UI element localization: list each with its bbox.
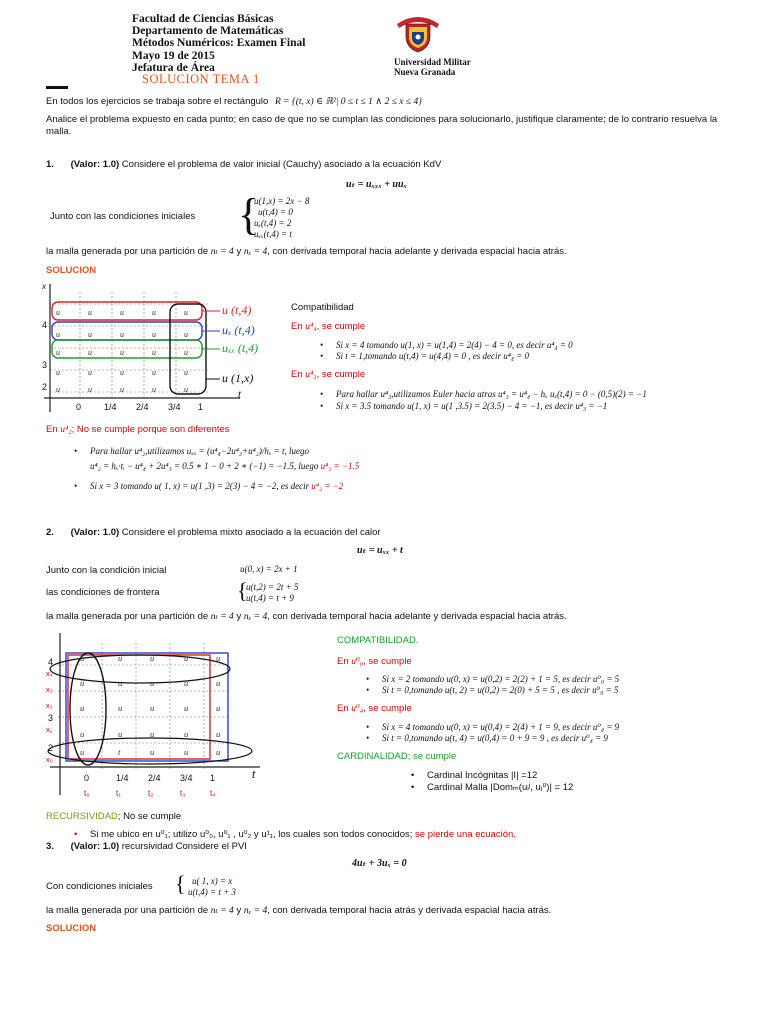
p3-cond-label: Con condiciones iniciales: [46, 881, 153, 892]
header-line: Facultad de Ciencias Básicas: [132, 13, 274, 25]
svg-text:u: u: [88, 385, 92, 394]
svg-text:u: u: [88, 330, 92, 339]
p1-xlabel: 4: [42, 320, 48, 330]
p1-list3-item: [90, 446, 309, 456]
p2-recurs: [46, 811, 181, 822]
p1-equation: uₜ = uₓₓₓ + uuₓ: [346, 179, 407, 190]
svg-text:u: u: [80, 729, 85, 739]
p2-list2-item: • Si x = 4 tomando u(0, x) = u(0,4) = 2(4) + 1 = 9, es decir u⁰₄ = 9: [382, 722, 619, 733]
svg-text:u: u: [152, 385, 156, 394]
p2-valor: (Valor: 1.0): [70, 527, 120, 538]
p2-xsub: x₁: [46, 725, 53, 734]
p1-axis-t: t: [238, 390, 241, 401]
en-text: En: [291, 321, 303, 332]
svg-text:u: u: [216, 729, 221, 739]
p2-card-item: • Cardinal Incógnitas |I| =12: [427, 770, 573, 782]
p1-tlabel: 0: [76, 402, 82, 412]
p2-xsub: x₀: [46, 755, 53, 764]
svg-text:u: u: [118, 653, 123, 663]
p3-conditions: [188, 876, 236, 898]
p1-list2-item: • Para hallar u⁴₃,utilizamos Euler hacia atras u⁴₃ = u⁴₄ − hₓ uₓ(t,4) = 0 − (0,5)(2) = −1: [336, 388, 647, 400]
en-text: , se cumple: [363, 656, 412, 667]
svg-text:u: u: [56, 368, 60, 377]
malla-text: la malla generada por una partición de: [46, 905, 209, 916]
p2-number: 2.: [46, 527, 54, 538]
p1-annot-u-t4: u (t,4): [222, 303, 252, 317]
p3-malla: [46, 905, 551, 916]
p2-init: u(0, x) = 2x + 1: [240, 564, 298, 574]
p2-list1-item: • Si t = 0,tomando u(t, 2) = u(0,2) = 2(0) + 5 = 5 , es decir u⁰₀ = 5: [382, 685, 619, 696]
p2-list1: [382, 674, 619, 696]
p2-tsub: t₂: [148, 789, 154, 798]
p2-card-list: [427, 770, 573, 794]
svg-text:u: u: [152, 330, 156, 339]
svg-text:u: u: [80, 653, 85, 663]
p1-cond: uₓ(t,4) = 2: [254, 218, 292, 228]
p1-cond: uₓₓ(t,4) = t: [254, 229, 292, 239]
p2-ylabel: 3: [48, 713, 54, 723]
p1-axis-x: x: [42, 282, 46, 291]
en-text: ; No se cumple porque son diferentes: [71, 424, 230, 435]
malla-math: nₜ = 4: [210, 906, 234, 916]
p2-recurs-item-red: se pierde una ecuación.: [415, 829, 516, 840]
header-line: Jefatura de Área: [132, 61, 215, 74]
svg-text:u: u: [184, 729, 189, 739]
p3-valor: (Valor: 1.0): [70, 841, 120, 852]
p2-cond: u(t,4) = t + 9: [246, 593, 294, 603]
p1-cond: u(1,x) = 2x − 8: [254, 196, 310, 206]
svg-text:u: u: [120, 368, 124, 377]
malla-math: nₜ = 4: [210, 247, 234, 257]
p1-b3b: u⁴₂ = hₓ·tᵢ − u⁴₄ + 2u⁴₃ = 0.5 ∗ 1 − 0 + 2 ∗ (−1) = −1.5, luego: [90, 461, 319, 471]
p2-card-item: • Cardinal Malla |Domₘ(uᵢʲ, uⱼ⁰)| = 12: [427, 782, 573, 794]
p1-junto: Junto con las condiciones iniciales: [50, 211, 196, 222]
university-line: Nueva Granada: [394, 67, 456, 77]
p1-statement: Considere el problema de valor inicial (Cauchy) asociado a la ecuación KdV: [121, 159, 442, 170]
p3-cond: u( 1, x) = x: [192, 876, 233, 886]
svg-text:u: u: [88, 308, 92, 317]
svg-text:u: u: [56, 330, 60, 339]
p2-recurs-label: RECURSIVIDAD: [46, 811, 118, 822]
p1-valor: (Valor: 1.0): [70, 159, 120, 170]
intro-line1: [46, 96, 422, 107]
en-math: u⁰₄: [351, 704, 364, 714]
en-math: u⁴₄: [305, 322, 317, 332]
svg-text:u: u: [216, 678, 221, 688]
p2-list2-item: • Si t = 0,tomando u(t, 4) = u(0,4) = 0 + 9 = 9 , es decir u⁰₄ = 9: [382, 733, 619, 744]
svg-text:u: u: [184, 678, 189, 688]
p2-tsub: t₀: [84, 789, 90, 798]
malla-text: , con derivada temporal hacia adelante y derivada espacial hacia atrás.: [267, 611, 567, 622]
malla-text: y: [236, 905, 242, 916]
p2-recurs-text: ; No se cumple: [117, 811, 182, 822]
p1-list1-item: • Si x = 4 tomando u(1, x) = u(1,4) = 2(4) − 4 = 0, es decir u⁴₄ = 0: [336, 340, 573, 351]
p1-tlabel: 1/4: [104, 402, 117, 412]
malla-text: y: [236, 611, 242, 622]
p3-heading: [46, 841, 247, 852]
p2-recurs-item-text: Si me ubico en u⁰₁; utilizo u⁰₀, u⁰₁ , u⁰₂ y u¹₁, los cuales son todos conocidos;: [90, 829, 413, 840]
svg-text:u: u: [184, 368, 188, 377]
intro-text: En todos los ejercicios se trabaja sobre el rectángulo: [46, 96, 269, 107]
svg-text:u: u: [56, 385, 60, 394]
p1-annot-uxx: uₓₓ (t,4): [222, 341, 259, 355]
svg-text:u: u: [184, 385, 188, 394]
svg-text:u: u: [56, 308, 60, 317]
en-math: u⁴₂: [60, 425, 72, 435]
p1-list2-item: • Si x = 3.5 tomando u(1, x) = u(1 ,3.5) = 2(3.5) − 4 = −1, es decir u⁴₃ = −1: [336, 400, 647, 412]
svg-text:u: u: [152, 368, 156, 377]
p3-brace: {: [175, 871, 186, 896]
p3-solucion-label: SOLUCION: [46, 923, 97, 934]
svg-text:u: u: [80, 703, 85, 713]
p1-malla: [46, 246, 567, 257]
p2-statement: Considere el problema mixto asociado a la ecuación del calor: [121, 527, 381, 538]
p2-compat-label: COMPATIBILIDAD.: [337, 635, 419, 646]
svg-text:u: u: [120, 330, 124, 339]
svg-text:u: u: [120, 348, 124, 357]
header-rule: [46, 86, 68, 89]
p2-malla: [46, 611, 567, 622]
svg-text:u: u: [118, 729, 123, 739]
svg-text:u: u: [150, 678, 155, 688]
svg-text:u: u: [150, 729, 155, 739]
malla-math: nₜ = 4: [210, 612, 234, 622]
header-line: Mayo 19 de 2015: [132, 49, 215, 62]
p2-tlabel: 1/4: [116, 773, 129, 783]
p1-en2: [291, 369, 365, 380]
svg-text:u: u: [118, 678, 123, 688]
svg-text:u: u: [216, 703, 221, 713]
p2-brace: {: [237, 578, 248, 603]
svg-text:u: u: [88, 368, 92, 377]
svg-text:u: u: [56, 348, 60, 357]
p3-number: 3.: [46, 841, 54, 852]
p1-tlabel: 2/4: [136, 402, 149, 412]
en-text: En: [291, 369, 303, 380]
header-line: Departamento de Matemáticas: [132, 25, 284, 38]
p2-tlabel: 3/4: [180, 773, 193, 783]
en-math: u⁰₀: [351, 657, 364, 667]
p1-b3b-line: [90, 461, 359, 472]
p1-heading: [46, 159, 441, 170]
en-text: , se cumple: [363, 703, 412, 714]
p3-cond: u(t,4) = t + 3: [188, 887, 236, 897]
p2-conditions: [246, 582, 298, 604]
p1-grid-diagram: [40, 282, 282, 418]
malla-text: la malla generada por una partición de: [46, 246, 209, 257]
svg-text:u: u: [150, 653, 155, 663]
p1-conditions: [254, 196, 309, 240]
header-line: Métodos Numéricos: Examen Final: [132, 37, 306, 50]
p1-compat-label: Compatibilidad: [291, 302, 354, 313]
p1-b3a: • Para hallar u⁴₂,utilizamos uₓₓ = (u⁴₄−2u⁴₃+u⁴₂)/hₓ = t, luego: [90, 446, 309, 456]
p2-ylabel: 2: [48, 743, 54, 753]
svg-text:u: u: [80, 747, 85, 757]
p1-brace: {: [238, 190, 260, 239]
svg-text:u: u: [184, 348, 188, 357]
p2-grid-diagram: [40, 629, 270, 807]
malla-math: nₓ = 4: [243, 906, 268, 916]
svg-text:u: u: [216, 747, 221, 757]
p2-cond: u(t,2) = 2t + 5: [246, 582, 299, 592]
p1-tlabel: 1: [198, 402, 204, 412]
malla-text: y: [236, 246, 242, 257]
p2-tlabel: 0: [84, 773, 90, 783]
svg-text:u: u: [118, 703, 123, 713]
p2-tsub: t₄: [210, 789, 216, 798]
university-logo: [393, 10, 443, 54]
en-text: En: [46, 424, 58, 435]
p2-xsub: x₂: [46, 701, 53, 710]
p2-list2: [382, 722, 619, 744]
svg-text:u: u: [184, 703, 189, 713]
p1-list2: [336, 388, 647, 412]
p2-equation: uₜ = uₓₓ + t: [357, 545, 403, 556]
p2-tsub: t₃: [180, 789, 186, 798]
p1-tlabel: 3/4: [168, 402, 181, 412]
svg-text:u: u: [184, 308, 188, 317]
en-text: En: [337, 656, 349, 667]
p2-axis-t: t: [252, 769, 256, 781]
header-block: [132, 13, 305, 74]
p1-list1-item: • Si t = 1,tomando u(t,4) = u(4,4) = 0 , es decir u⁴₄ = 0: [336, 351, 573, 362]
intro-math: R = {(t, x) ∈ ℝ²| 0 ≤ t ≤ 1 ∧ 2 ≤ x ≤ 4}: [274, 97, 423, 107]
svg-text:u: u: [120, 308, 124, 317]
svg-text:u: u: [120, 385, 124, 394]
p2-list1-item: • Si x = 2 tomando u(0, x) = u(0,2) = 2(2) + 1 = 5, es decir u⁰₀ = 5: [382, 674, 619, 685]
p3-statement: recursividad Considere el PVI: [121, 841, 247, 852]
p2-xsub: x₃: [46, 685, 53, 694]
p1-number: 1.: [46, 159, 54, 170]
svg-text:t: t: [118, 747, 121, 757]
p1-annot-ux: uₓ (t,4): [222, 323, 255, 337]
p2-en1: [337, 656, 412, 667]
malla-math: nₓ = 4: [243, 247, 268, 257]
p1-annot-u-1x: u (1,x): [222, 371, 254, 385]
malla-text: , con derivada temporal hacia adelante y derivada espacial hacia atrás.: [267, 246, 567, 257]
p1-solucion-label: SOLUCION: [46, 265, 97, 276]
en-text: En: [337, 703, 349, 714]
svg-text:u: u: [184, 747, 189, 757]
p2-xsub: x₄: [46, 669, 53, 678]
p1-en1: [291, 321, 365, 332]
p1-en3: [46, 424, 230, 435]
university-name: [394, 57, 471, 77]
p3-equation: 4uₜ + 3uₓ = 0: [352, 858, 407, 869]
svg-text:u: u: [150, 703, 155, 713]
svg-text:u: u: [184, 653, 189, 663]
p1-list4-item: [90, 481, 343, 491]
p1-b4-result: u⁴₂ = −2: [311, 481, 344, 491]
en-text: , se cumple: [316, 369, 366, 380]
p2-en2: [337, 703, 412, 714]
svg-text:u: u: [152, 308, 156, 317]
en-math: u⁴₃: [305, 370, 317, 380]
svg-text:u: u: [216, 653, 221, 663]
malla-text: , con derivada temporal hacia atrás y derivada espacial hacia atrás.: [267, 905, 552, 916]
svg-text:u: u: [88, 348, 92, 357]
svg-text:u: u: [184, 330, 188, 339]
page-subtitle: SOLUCION TEMA 1: [142, 72, 260, 86]
university-line: Universidad Militar: [394, 57, 471, 67]
svg-text:u: u: [80, 678, 85, 688]
p1-xlabel: 2: [42, 382, 48, 392]
p2-junto: Junto con la condición inicial: [46, 565, 167, 576]
p2-heading: [46, 527, 381, 538]
p2-cardinal-label: CARDINALIDAD; se cumple: [337, 751, 457, 762]
p1-xlabel: 3: [42, 360, 48, 370]
p1-b4: Si x = 3 tomando u( 1, x) = u(1 ,3) = 2(3) − 4 = −2, es decir: [90, 481, 310, 491]
p2-ylabel: 4: [48, 657, 54, 667]
p2-recurs-item: [90, 829, 516, 840]
malla-math: nₓ = 4: [243, 612, 268, 622]
svg-text:u: u: [150, 747, 155, 757]
malla-text: la malla generada por una partición de: [46, 611, 209, 622]
p2-frontera: las condiciones de frontera: [46, 587, 160, 598]
intro-line2: Analice el problema expuesto en cada punto; en caso de que no se cumplan las condiciones para solucionarlo, justifique claramente; de lo contrario resuelva la malla.: [46, 114, 718, 137]
p2-tsub: t₁: [116, 789, 121, 798]
p2-tlabel: 1: [210, 773, 216, 783]
en-text: , se cumple: [316, 321, 366, 332]
p2-tlabel: 2/4: [148, 773, 161, 783]
p1-list1: [336, 340, 573, 362]
p1-cond: u(t,4) = 0: [258, 207, 293, 217]
p1-b3b-result: u⁴₂ = −1.5: [320, 461, 360, 471]
svg-text:u: u: [152, 348, 156, 357]
